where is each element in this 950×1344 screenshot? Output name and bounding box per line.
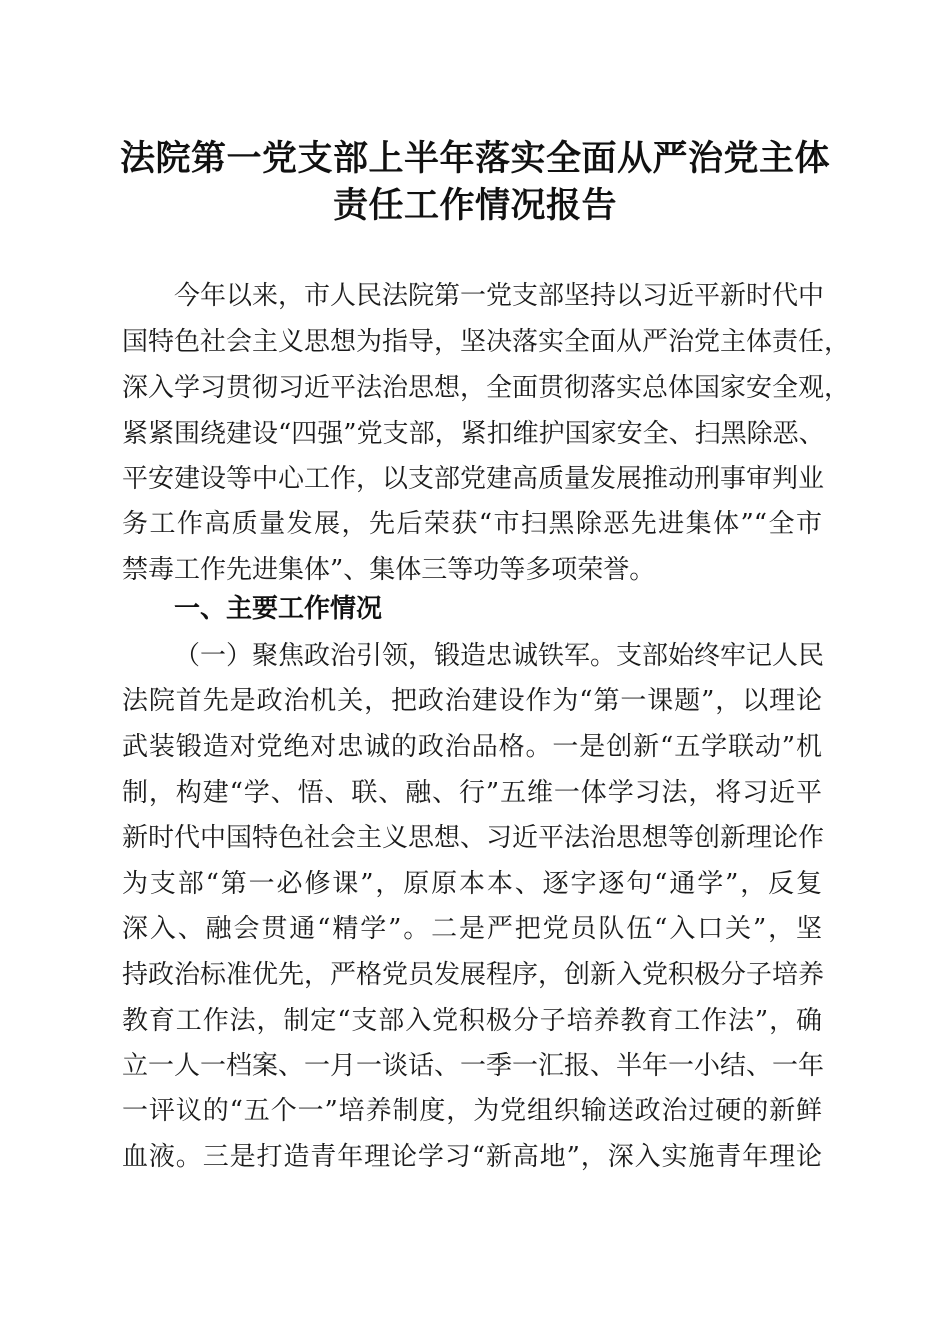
section-line: 为支部“第一必修课”，原原本本、逐字逐句“通学”，反复 xyxy=(122,869,822,899)
section-line: 教育工作法，制定“支部入党积极分子培养教育工作法”，确 xyxy=(122,1006,822,1036)
section-line: 新时代中国特色社会主义思想、习近平法治思想等创新理论作 xyxy=(122,823,825,853)
document-title-line-1: 法院第一党支部上半年落实全面从严治党主体 xyxy=(119,139,830,179)
section-line: 一评议的“五个一”培养制度，为党组织输送政治过硬的新鲜 xyxy=(122,1096,822,1126)
section-line: 血液。三是打造青年理论学习“新高地”，深入实施青年理论 xyxy=(122,1142,822,1172)
section-line: 立一人一档案、一月一谈话、一季一汇报、半年一小结、一年 xyxy=(122,1051,825,1081)
section-line: 法院首先是政治机关，把政治建设作为“第一课题”，以理论 xyxy=(122,686,822,716)
section-line: 深入、融会贯通“精学”。二是严把党员队伍“入口关”，坚 xyxy=(122,914,822,944)
section-heading: 一、主要工作情况 xyxy=(174,594,383,624)
intro-line: 务工作高质量发展，先后荣获“市扫黑除恶先进集体”“全市 xyxy=(122,509,822,539)
document-title-line-2: 责任工作情况报告 xyxy=(332,186,617,226)
intro-line: 今年以来，市人民法院第一党支部坚持以习近平新时代中 xyxy=(174,281,825,311)
intro-line: 深入学习贯彻习近平法治思想，全面贯彻落实总体国家安全观， xyxy=(122,373,851,403)
section-line: 持政治标准优先，严格党员发展程序，创新入党积极分子培养 xyxy=(122,960,825,990)
section-line: （一）聚焦政治引领，锻造忠诚铁军。支部始终牢记人民 xyxy=(174,641,825,671)
section-line: 武装锻造对党绝对忠诚的政治品格。一是创新“五学联动”机 xyxy=(122,732,822,762)
section-line: 制，构建“学、悟、联、融、行”五维一体学习法，将习近平 xyxy=(122,778,822,808)
intro-line: 禁毒工作先进集体”、集体三等功等多项荣誉。 xyxy=(122,555,656,585)
intro-line: 平安建设等中心工作，以支部党建高质量发展推动刑事审判业 xyxy=(122,464,825,494)
intro-line: 紧紧围绕建设“四强”党支部，紧扣维护国家安全、扫黑除恶、 xyxy=(122,419,825,449)
intro-line: 国特色社会主义思想为指导，坚决落实全面从严治党主体责任， xyxy=(122,327,851,357)
